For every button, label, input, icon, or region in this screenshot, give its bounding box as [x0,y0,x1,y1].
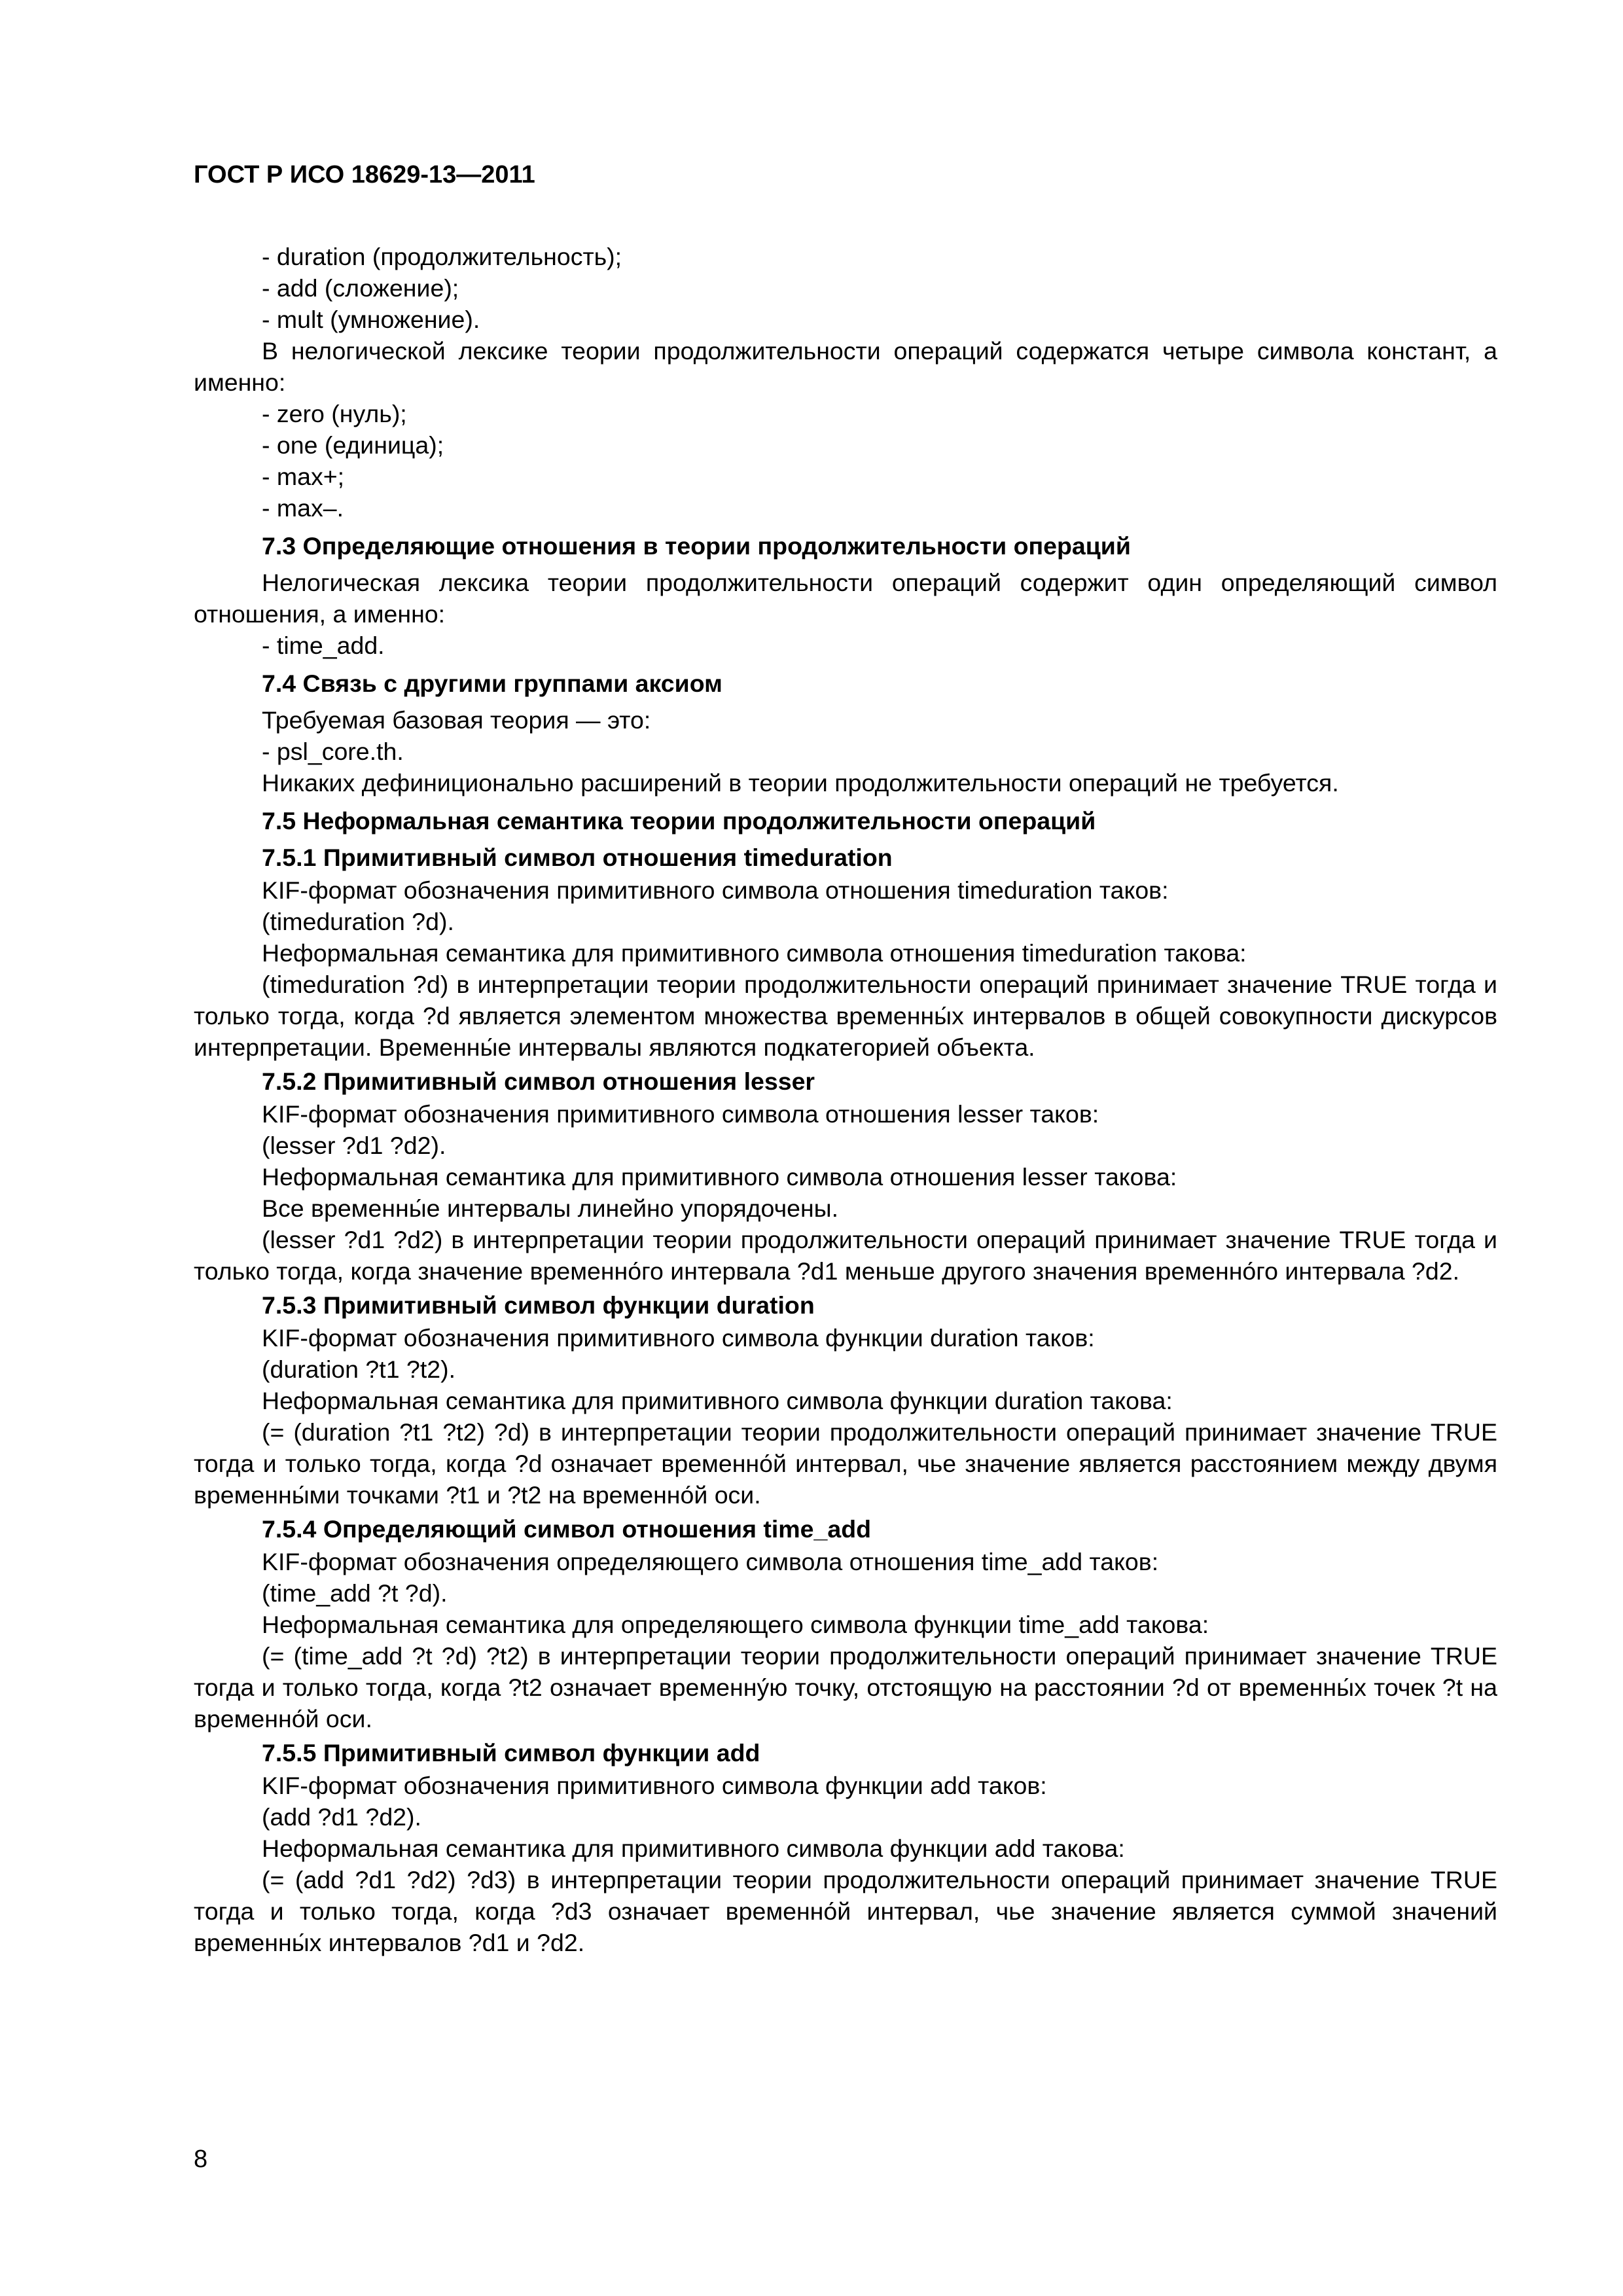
list-item: - max–. [262,494,344,522]
paragraph: (= (time_add ?t ?d) ?t2) в интерпретации теории продолжительности операций принимает значение TRUE тогда и только тогда, когда ?t2 означает временну́ю точку, отстоящую на расстоянии ?d от временны́х точек ?t на временно́й оси. [194,1642,1497,1732]
paragraph: Нелогическая лексика теории продолжительности операций содержит один определяющий символ отношения, а именно: [194,569,1497,628]
paragraph: Неформальная семантика для примитивного символа функции add такова: [262,1835,1125,1862]
subsection-heading: 7.5.2 Примитивный символ отношения lesser [262,1067,815,1095]
list-item: - time_add. [262,632,385,659]
paragraph: KIF-формат обозначения примитивного символа функции duration таков: [262,1324,1095,1352]
paragraph: Неформальная семантика для примитивного символа функции duration такова: [262,1387,1173,1414]
paragraph: Неформальная семантика для определяющего символа функции time_add такова: [262,1611,1209,1638]
list-item: - mult (умножение). [262,306,480,333]
list-item: - add (сложение); [262,274,459,302]
paragraph: Все временны́е интервалы линейно упорядочены. [262,1194,839,1222]
code-line: (duration ?t1 ?t2). [262,1355,456,1383]
subsection-heading: 7.5.4 Определяющий символ отношения time_add [262,1515,872,1543]
section-heading: 7.3 Определяющие отношения в теории продолжительности операций [262,532,1131,560]
paragraph: KIF-формат обозначения определяющего символа отношения time_add таков: [262,1548,1159,1575]
paragraph: Неформальная семантика для примитивного символа отношения timeduration такова: [262,939,1247,967]
paragraph: (= (add ?d1 ?d2) ?d3) в интерпретации теории продолжительности операций принимает значение TRUE тогда и только тогда, когда ?d3 означает временно́й интервал, чье значение является суммой значений временны́х интервалов ?d1 и ?d2. [194,1866,1497,1956]
paragraph: (= (duration ?t1 ?t2) ?d) в интерпретации теории продолжительности операций принимает значение TRUE тогда и только тогда, когда ?d означает временно́й интервал, чье значение является расстоянием между двумя временны́ми точками ?t1 и ?t2 на временно́й оси. [194,1418,1497,1509]
page-number: 8 [194,2145,208,2173]
document-body [194,241,1497,1958]
paragraph: KIF-формат обозначения примитивного символа отношения lesser таков: [262,1100,1099,1128]
list-item: - one (единица); [262,431,444,459]
paragraph: KIF-формат обозначения примитивного символа отношения timeduration таков: [262,876,1169,904]
paragraph: (timeduration ?d) в интерпретации теории продолжительности операций принимает значение TRUE тогда и только тогда, когда ?d является элементом множества временны́х интервалов в общей совокупности дискурсов интерпретации. Временны́е интервалы являются подкатегорией объекта. [194,971,1497,1061]
section-heading: 7.4 Связь с другими группами аксиом [262,670,722,697]
paragraph: Никаких дефиниционально расширений в теории продолжительности операций не требуется. [262,769,1339,797]
subsection-heading: 7.5.5 Примитивный символ функции add [262,1739,760,1767]
subsection-heading: 7.5.3 Примитивный символ функции duration [262,1291,815,1319]
list-item: - psl_core.th. [262,738,404,765]
code-line: (timeduration ?d). [262,908,454,935]
list-item: - zero (нуль); [262,400,407,427]
subsection-heading: 7.5.1 Примитивный символ отношения timeduration [262,844,893,871]
paragraph: Неформальная семантика для примитивного символа отношения lesser такова: [262,1163,1177,1191]
paragraph: KIF-формат обозначения примитивного символа функции add таков: [262,1772,1047,1799]
list-item: - max+; [262,463,345,490]
list-item: - duration (продолжительность); [262,243,622,270]
code-line: (time_add ?t ?d). [262,1579,448,1607]
paragraph: (lesser ?d1 ?d2) в интерпретации теории продолжительности операций принимает значение TRUE тогда и только тогда, когда значение временно́го интервала ?d1 меньше другого значения временно́го интервала ?d2. [194,1226,1497,1285]
document-header: ГОСТ Р ИСО 18629-13—2011 [194,161,535,188]
code-line: (lesser ?d1 ?d2). [262,1132,446,1159]
paragraph: Требуемая базовая теория — это: [262,706,651,734]
code-line: (add ?d1 ?d2). [262,1803,421,1831]
paragraph: В нелогической лексике теории продолжительности операций содержатся четыре символа констант, а именно: [194,337,1497,396]
section-heading: 7.5 Неформальная семантика теории продолжительности операций [262,807,1096,834]
